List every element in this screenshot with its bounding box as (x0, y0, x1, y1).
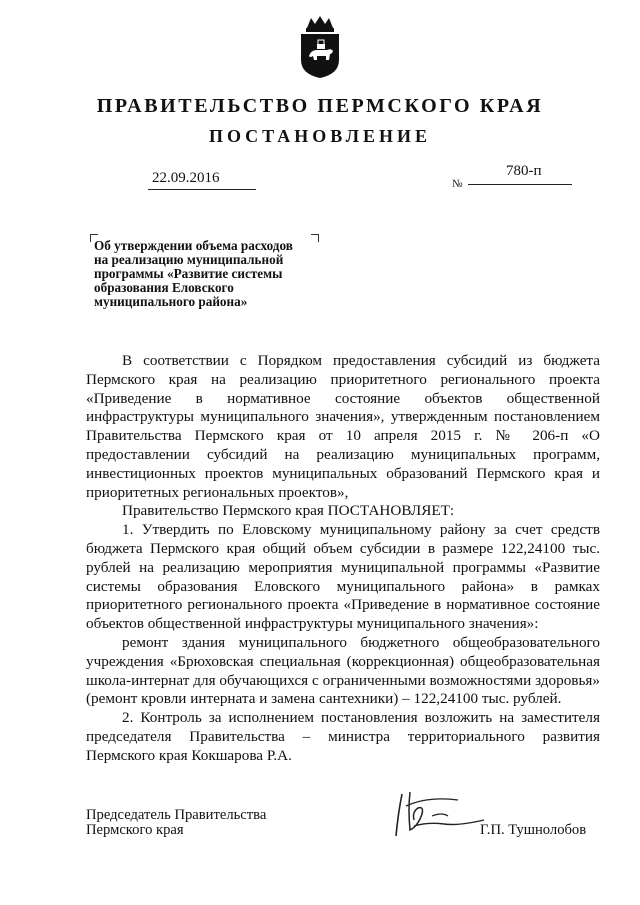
number-label: № (452, 178, 463, 190)
document-number: 780-п (468, 163, 572, 185)
item-1-paragraph: 1. Утвердить по Еловскому муниципальному району за счет средств бюджета Пермского края общий объем субсидии в размере 122,24100 тыс. рублей на реализацию мероприятия муниципальной программы «Развитие системы образования Еловского муниципального района» в рамках приоритетного регионального проекта «Приведение в нормативное состояние объектов общественной инфраструктуры муниципального значения»: (86, 521, 600, 633)
subject-line: образования Еловского (94, 280, 234, 295)
signatory-position (86, 808, 266, 838)
handwritten-signature (388, 786, 492, 846)
document-date: 22.09.2016 (148, 170, 256, 190)
coat-of-arms-emblem (293, 14, 347, 80)
document-subject (94, 239, 334, 309)
subject-line: Об утверждении объема расходов (94, 238, 293, 253)
item-1-detail-paragraph: ремонт здания муниципального бюджетного общеобразовательного учреждения «Брюховская специальная (коррекционная) общеобразовательная школа-интернат для обучающихся с ограниченными возможностями здоровья» (ремонт кровли интерната и замена сантехники) – 122,24100 тыс. рублей. (86, 633, 600, 708)
subject-line: на реализацию муниципальной (94, 252, 284, 267)
position-line: Председатель Правительства (86, 807, 267, 823)
resolution-paragraph: Правительство Пермского края ПОСТАНОВЛЯЕТ: (122, 502, 455, 520)
document-body (86, 352, 600, 766)
government-title: ПРАВИТЕЛЬСТВО ПЕРМСКОГО КРАЯ (96, 95, 544, 117)
signer-name: Г.П. Тушнолобов (480, 822, 587, 838)
item-2-paragraph: 2. Контроль за исполнением постановления возложить на заместителя председателя Правительства – министра территориального развития Пермского края Кокшарова Р.А. (86, 709, 600, 764)
subject-line: программы «Развитие системы (94, 266, 283, 281)
document-type: ПОСТАНОВЛЕНИЕ (208, 126, 432, 146)
subject-line: муниципального района» (94, 294, 248, 309)
preamble-paragraph: В соответствии с Порядком предоставления субсидий из бюджета Пермского края на реализацию приоритетного регионального проекта «Приведение в нормативное состояние объектов общественной инфраструктуры муниципального значения», утвержденным постановлением Правительства Пермского края от 10 апреля 2015 г. № 206-п «О предоставлении субсидий на реализацию муниципальных программ, инвестиционных проектов муниципальных образований Пермского края и приоритетных региональных проектов», (86, 352, 600, 501)
position-line: Пермского края (86, 822, 184, 838)
